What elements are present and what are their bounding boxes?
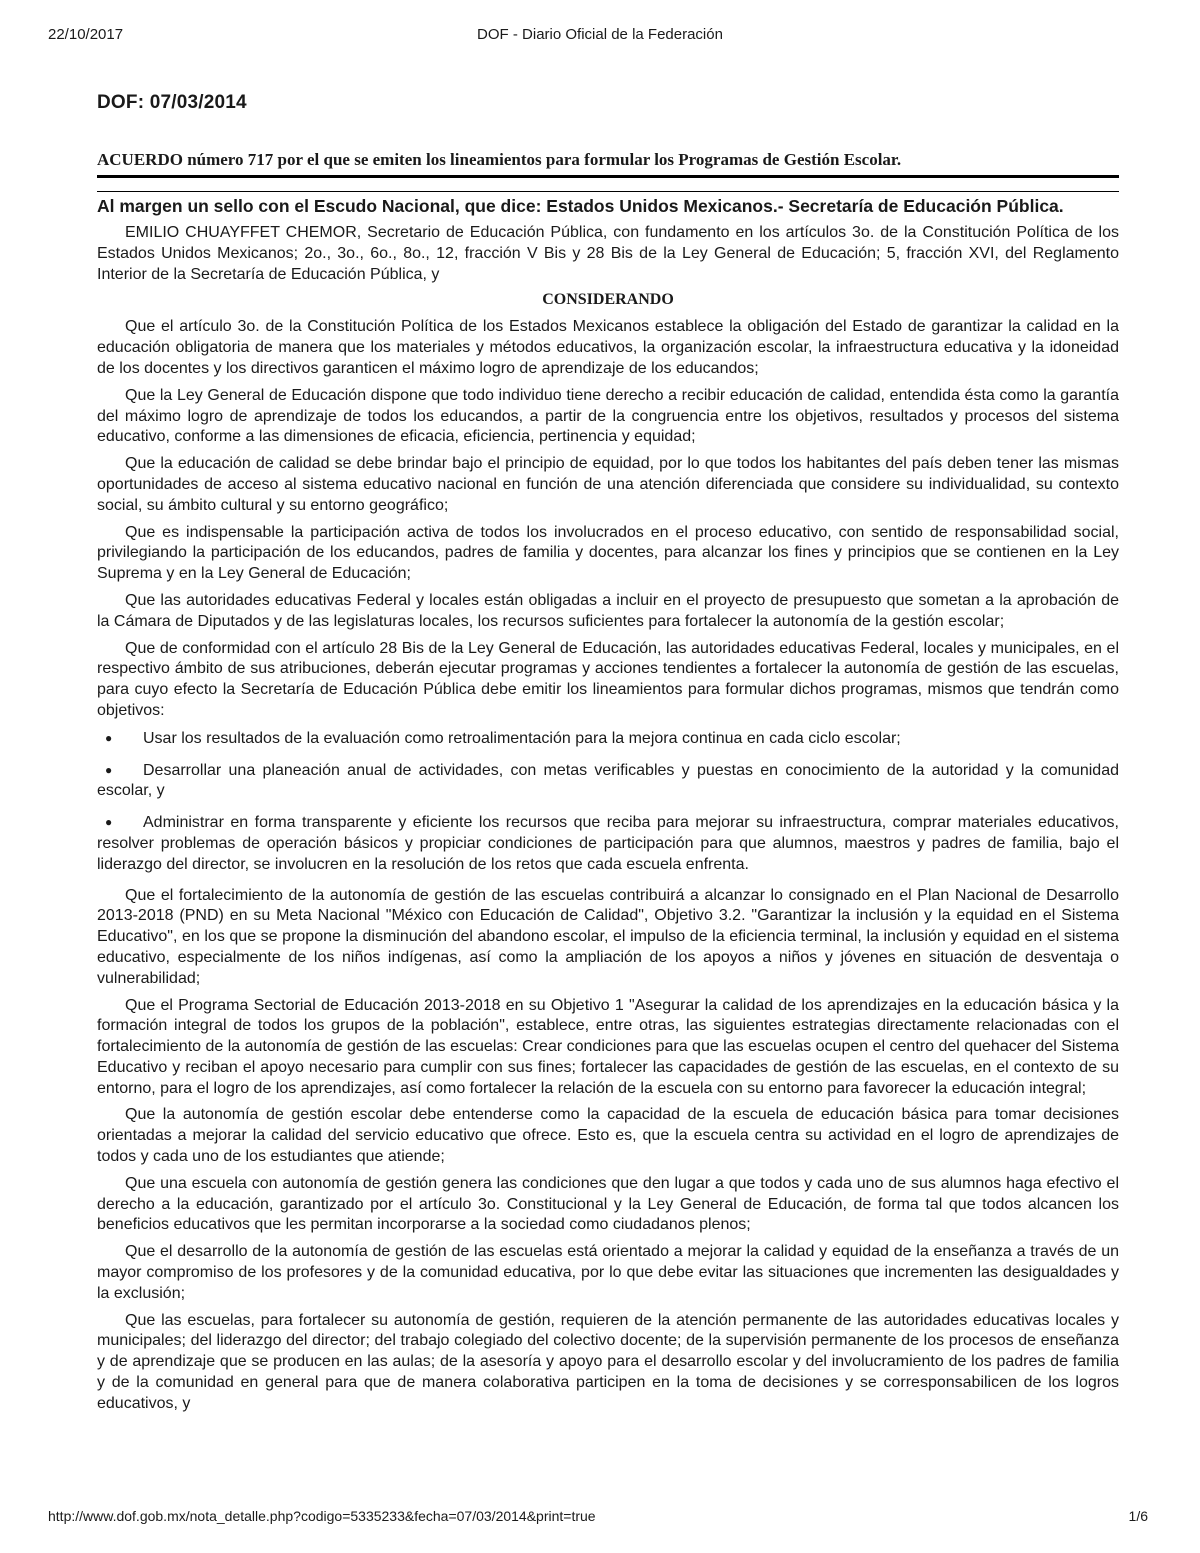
paragraph: Que las autoridades educativas Federal y locales están obligadas a incluir en el proyecto de presupuesto que sometan a la aprobación de la Cámara de Diputados y de las legislaturas locales, los recursos suficientes para fortalecer la autonomía de la gestión escolar;: [97, 591, 1119, 630]
list-item: [97, 728, 1119, 750]
acuerdo-title: ACUERDO número 717 por el que se emiten los lineamientos para formular los Programas de Gestión Escolar.: [97, 150, 1119, 178]
bullet-icon: ●: [105, 730, 113, 745]
paragraph: Que el artículo 3o. de la Constitución Política de los Estados Mexicanos establece la obligación del Estado de garantizar la calidad en la educación obligatoria de manera que los materiales y métodos educativos, la organización escolar, la infraestructura educativa y la idoneidad de los docentes y los directivos garanticen el máximo logro de aprendizaje de los educandos;: [97, 318, 1119, 377]
paragraph: Que las escuelas, para fortalecer su autonomía de gestión, requieren de la atención permanente de las autoridades educativas locales y municipales; del liderazgo del director; del trabajo colegiado del colectivo docente; de la supervisión permanente de los procesos de enseñanza y de aprendizaje que se producen en las aulas; de la asesoría y apoyo para el desarrollo escolar y del involucramiento de los padres de familia y de la comunidad en general para que de manera colaborativa participen en la toma de decisiones y se corresponsabilicen de los logros educativos, y: [97, 1311, 1119, 1412]
list-item: [97, 812, 1119, 875]
print-title: DOF - Diario Oficial de la Federación: [477, 26, 723, 43]
paragraph: Que el desarrollo de la autonomía de gestión de las escuelas está orientado a mejorar la calidad y equidad de la enseñanza a través de un mayor compromiso de los profesores y de la comunidad educativa, por lo que debe evitar las situaciones que incrementen las desigualdades y la exclusión;: [97, 1243, 1119, 1302]
dof-date: DOF: 07/03/2014: [97, 92, 247, 113]
list-item-text: Usar los resultados de la evaluación como retroalimentación para la mejora continua en cada ciclo escolar;: [143, 729, 901, 747]
paragraph: Que la autonomía de gestión escolar debe entenderse como la capacidad de la escuela de educación básica para tomar decisiones orientadas a mejorar la calidad del servicio educativo que ofrece. Esto es, que la escuela centra su actividad en el logro de aprendizajes de todos y cada uno de los estudiantes que atiende;: [97, 1106, 1119, 1166]
document-body: [97, 92, 1119, 1421]
page-number: 1/6: [1128, 1508, 1148, 1524]
list-item-text: Administrar en forma transparente y eficiente los recursos que reciba para mejorar su infraestructura, comprar materiales educativos, resolver problemas de operación básicos y propiciar condiciones de participación para que alumnos, maestros y padres de familia, bajo el liderazgo del director, se involucren en la resolución de los retos que cada escuela enfrenta.: [97, 814, 1119, 873]
list-item: [97, 760, 1119, 803]
paragraph: Que el Programa Sectorial de Educación 2013-2018 en su Objetivo 1 "Asegurar la calidad de los aprendizajes en la educación básica y la formación integral de todos los grupos de la población", establece, entre otras, las siguientes estrategias directamente relacionadas con el fortalecimiento de la autonomía de gestión de las escuelas: Crear condiciones para que las escuelas ocupen el centro del quehacer del Sistema Educativo y reciban el apoyo necesario para cumplir con sus fines; fortalecer las capacidades de gestión de las escuelas, en el contexto de su entorno, para el logro de los aprendizajes, así como fortalecer la relación de la escuela con su entorno para favorecer la educación integral;: [97, 996, 1119, 1097]
paragraph: Que la educación de calidad se debe brindar bajo el principio de equidad, por lo que todos los habitantes del país deben tener las mismas oportunidades de acceso al sistema educativo nacional en función de una atención diferenciada que considere su individualidad, su contexto social, su ámbito cultural y su entorno geográfico;: [97, 455, 1119, 514]
paragraph: Que una escuela con autonomía de gestión genera las condiciones que den lugar a que todos y cada uno de sus alumnos haga efectivo el derecho a la educación, garantizado por el artículo 3o. Constitucional y la Ley General de Educación, de forma tal que todos alcancen los beneficios educativos que les permitan incorporarse a la sociedad como ciudadanos plenos;: [97, 1174, 1119, 1234]
considerando-heading: CONSIDERANDO: [542, 291, 674, 309]
margin-note: Al margen un sello con el Escudo Nacional, que dice: Estados Unidos Mexicanos.- Secretaría de Educación Pública.: [97, 196, 1064, 216]
source-url: http://www.dof.gob.mx/nota_detalle.php?codigo=5335233&fecha=07/03/2014&print=true: [48, 1508, 596, 1524]
list-item-text: Desarrollar una planeación anual de actividades, con metas verificables y puestas en conocimiento de la autoridad y la comunidad escolar, y: [97, 761, 1119, 800]
print-date: 22/10/2017: [48, 26, 124, 43]
print-footer: [48, 1508, 1148, 1530]
paragraph: Que de conformidad con el artículo 28 Bis de la Ley General de Educación, las autoridades educativas Federal, locales y municipales, en el respectivo ámbito de sus atribuciones, deberán ejecutar programas y acciones tendientes a fortalecer la autonomía de gestión de las escuelas, para cuyo efecto la Secretaría de Educación Pública debe emitir los lineamientos para formular dichos programas, mismos que tendrán como objetivos:: [97, 639, 1119, 719]
print-header: [48, 26, 1152, 48]
paragraph: Que la Ley General de Educación dispone que todo individuo tiene derecho a recibir educación de calidad, entendida ésta como la garantía del máximo logro de aprendizaje de todos los educandos, a partir de la congruencia entre los objetivos, resultados y procesos del sistema educativo, conforme a las dimensiones de eficacia, eficiencia, pertinencia y equidad;: [97, 386, 1119, 446]
bullet-icon: ●: [105, 762, 113, 777]
objectives-list: [97, 728, 1119, 876]
paragraph: Que es indispensable la participación activa de todos los involucrados en el proceso educativo, con sentido de responsabilidad social, privilegiando la participación de los educandos, padres de familia y docentes, para alcanzar los fines y principios que se contienen en la Ley Suprema y en la Ley General de Educación;: [97, 523, 1119, 583]
divider: [97, 191, 1119, 192]
intro-paragraph: EMILIO CHUAYFFET CHEMOR, Secretario de Educación Pública, con fundamento en los artículos 3o. de la Constitución Política de los Estados Unidos Mexicanos; 2o., 3o., 6o., 8o., 12, fracción V Bis y 28 Bis de la Ley General de Educación; 5, fracción XVI, del Reglamento Interior de la Secretaría de Educación Pública, y: [97, 224, 1119, 283]
bullet-icon: ●: [105, 815, 113, 830]
paragraph: Que el fortalecimiento de la autonomía de gestión de las escuelas contribuirá a alcanzar lo consignado en el Plan Nacional de Desarrollo 2013-2018 (PND) en su Meta Nacional "México con Educación de Calidad", Objetivo 3.2. "Garantizar la inclusión y la equidad en el Sistema Educativo", en los que se propone la disminución del abandono escolar, el impulso de la eficiencia terminal, la inclusión y equidad en el sistema educativo, especialmente de los niños indígenas, así como la ampliación de los apoyos a niños y jóvenes en situación de desventaja o vulnerabilidad;: [97, 886, 1119, 987]
